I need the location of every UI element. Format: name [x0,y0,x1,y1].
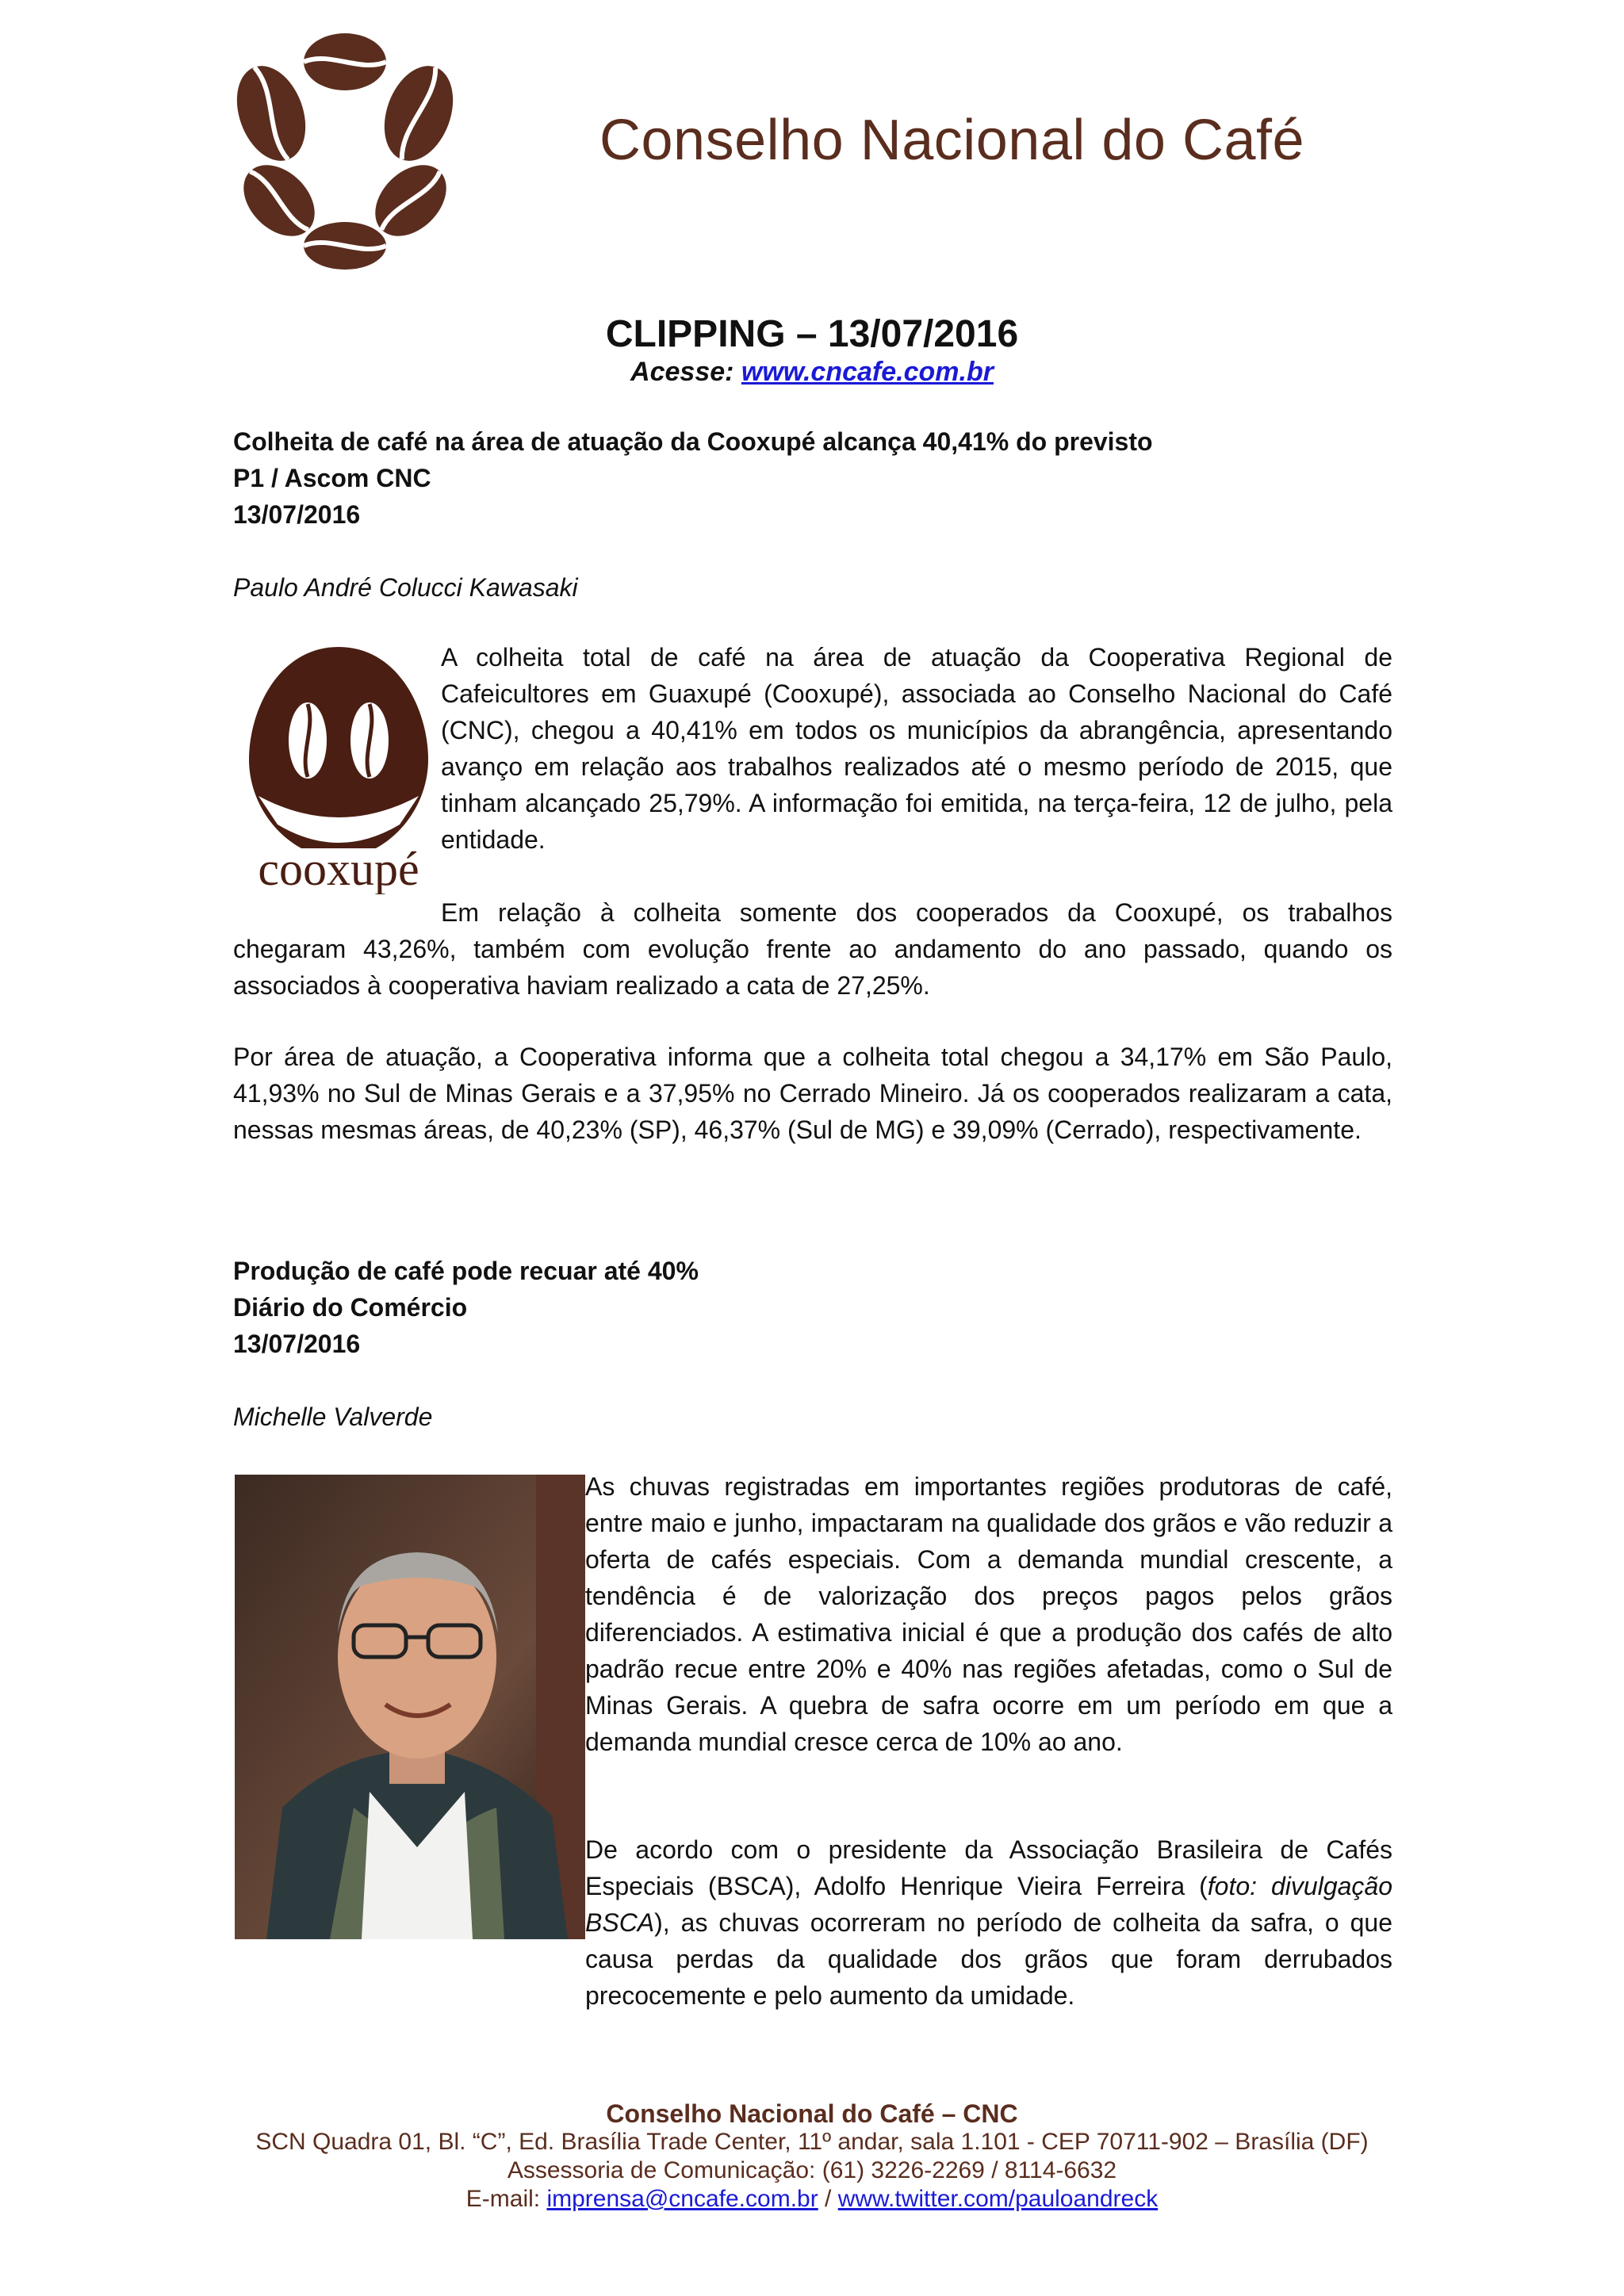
footer-address: SCN Quadra 01, Bl. “C”, Ed. Brasília Trade Center, 11º andar, sala 1.101 - CEP 70711-902 – Brasília (DF) [255,2129,1369,2155]
article2-photo-credit: foto: divulgação BSCA [585,1872,1393,1937]
article1-paragraph-2: Em relação à colheita somente dos cooperados da Cooxupé, os trabalhos chegaram 43,26%, também com evolução frente ao andamento do ano passado, quando os associados à cooperativa haviam realizado a cata de 27,25%. [233,898,1392,1000]
article2-paragraph-2-text-b: ), as chuvas ocorreram no período de colheita da safra, o que causa perdas da qualidade dos grãos que foram derrubados precocemente e pelo aumento da umidade. [585,1908,1392,2010]
footer-email-label: E-mail: [465,2186,547,2212]
cooxupe-logo-text: cooxupé [258,843,419,894]
article1-author: Paulo André Colucci Kawasaki [233,573,578,602]
article2-paragraph-2-text-a: De acordo com o presidente da Associação Brasileira de Cafés Especiais (BSCA), Adolfo Henrique Vieira Ferreira ( [585,1835,1392,1900]
article2-headline: Produção de café pode recuar até 40% [233,1257,699,1285]
portrait-photo [235,1475,585,1939]
twitter-link[interactable]: www.twitter.com/pauloandreck [837,2186,1159,2212]
article1-headline: Colheita de café na área de atuação da Cooxupé alcança 40,41% do previsto [233,427,1153,456]
email-link[interactable]: imprensa@cncafe.com.br [546,2186,818,2212]
article2-source: Diário do Comércio [233,1293,468,1322]
coffee-beans-ring-logo-icon [230,22,460,273]
organization-title: Conselho Nacional do Café [599,109,1305,172]
website-link[interactable]: www.cncafe.com.br [741,357,994,387]
footer-phone: Assessoria de Comunicação: (61) 3226-2269 / 8114-6632 [507,2157,1117,2183]
article1-date: 13/07/2016 [233,500,361,529]
article2-paragraph-2-top [585,1831,1392,2014]
article2-paragraph-1: As chuvas registradas em importantes regiões produtoras de café, entre maio e junho, impactaram na qualidade dos grãos e vão reduzir a oferta de cafés especiais. Com a demanda mundial crescente, a tendência é de valorização dos preços pagos pelos grãos diferenciados. A estimativa inicial é que a produção dos cafés de alto padrão recue entre 20% e 40% nas regiões afetadas, como o Sul de Minas Gerais. A quebra de safra ocorre em um período em que a demanda mundial cresce cerca de 10% ao ano. [585,1472,1392,1756]
footer-contact-line [0,2185,1624,2214]
article2-date: 13/07/2016 [233,1330,361,1358]
footer-title: Conselho Nacional do Café – CNC [606,2099,1018,2128]
article1-paragraph-1: A colheita total de café na área de atuação da Cooperativa Regional de Cafeicultores em Guaxupé (Cooxupé), associada ao Conselho Nacional do Café (CNC), chegou a 40,41% em todos os municípios da abrangência, apresentando avanço em relação aos trabalhos realizados até o mesmo período de 2015, que tinham alcançado 25,79%. A informação foi emitida, na terça-feira, 12 de julho, pela entidade. [441,643,1392,854]
article2-author: Michelle Valverde [233,1402,433,1431]
cooxupe-logo-icon [241,641,436,894]
access-label: Acesse: [630,357,741,387]
clipping-title: CLIPPING – 13/07/2016 [605,313,1019,355]
footer-separator: / [818,2186,838,2212]
article1-paragraph-3: Por área de atuação, a Cooperativa informa que a colheita total chegou a 34,17% em São Paulo, 41,93% no Sul de Minas Gerais e a 37,95% no Cerrado Mineiro. Já os cooperados realizaram a cata, nessas mesmas áreas, de 40,23% (SP), 46,37% (Sul de MG) e 39,09% (Cerrado), respectivamente. [233,1043,1392,1144]
footer [0,2099,1624,2214]
access-line [0,357,1624,388]
article1-source: P1 / Ascom CNC [233,464,431,492]
